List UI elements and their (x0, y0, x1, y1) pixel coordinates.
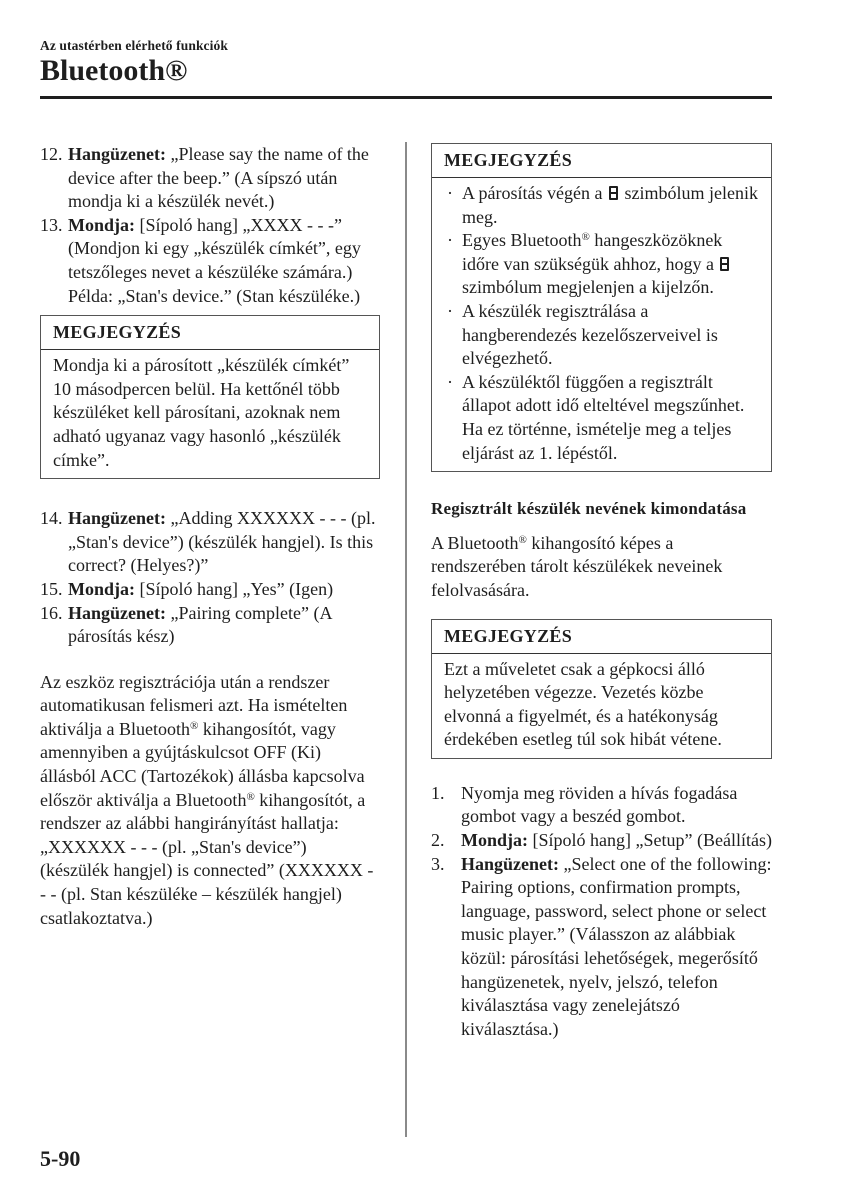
note-heading: MEGJEGYZÉS (41, 316, 379, 350)
step-1 (431, 782, 772, 829)
note-body (432, 178, 771, 471)
step-label: Hangüzenet: (68, 602, 166, 623)
step-text: „Pairing complete” (A párosítás kész) (68, 602, 332, 647)
step-16 (40, 602, 380, 649)
note-box-pairing-symbol (431, 143, 772, 472)
right-column (431, 143, 772, 1041)
note-body: Ezt a műveletet csak a gépkocsi álló helyzetében végezze. Vezetés közbe elvonná a figyelmét, és a hatékonyság érdekében esetleg túl sok hibát vétene. (444, 658, 722, 750)
step-2 (431, 829, 772, 853)
registered-mark: ® (246, 790, 255, 803)
bullet-icon: · (447, 371, 453, 392)
note-box-stationary-warning (431, 619, 772, 759)
note-box-pairing-label (40, 315, 380, 479)
step-number: 1. (431, 782, 445, 803)
title-rule (40, 96, 772, 99)
registered-mark: ® (189, 719, 199, 732)
page-number: 5-90 (40, 1146, 81, 1171)
registered-mark: ® (518, 533, 527, 546)
paragraph-text: kihangosító képes a rendszerében tárolt készülékek neveinek felolvasására. (431, 532, 723, 600)
left-column (40, 143, 380, 930)
step-12 (40, 143, 380, 214)
step-label: Mondja: (68, 578, 135, 599)
section-subheading: Regisztrált készülék nevének kimondatása (431, 499, 747, 519)
steps-list-a (40, 143, 380, 308)
step-number: 15. (40, 578, 63, 599)
column-divider (405, 142, 407, 1137)
paragraph-text: kihangosítót, vagy amennyiben a gyújtáskulcsot OFF (Ki) állásból ACC (Tartozékok) állásba kapcsolva először aktiválja a Bluetooth (40, 718, 365, 810)
step-15 (40, 578, 380, 602)
step-14 (40, 507, 380, 578)
registered-mark: ® (581, 231, 590, 244)
step-label: Hangüzenet: (68, 144, 166, 164)
paragraph-text: Az eszköz regisztrációja után a rendszer automatikusan felismeri azt. Ha ismételten aktiválja a Bluetooth (40, 671, 348, 739)
step-number: 14. (40, 508, 63, 529)
paragraph-text: kihangosítót, a rendszer az alábbi hangirányítást hallatja: „XXXXXX - - - (pl. „Stan's device”) (készülék hangjel) is connected” (XXXXXX - - - (pl. Stan készüléke – készülék hangjel) csatlakoztatva.) (40, 789, 374, 928)
step-text: [Sípoló hang] „Yes” (Igen) (135, 578, 334, 599)
step-text: „Select one of the following: Pairing options, confirmation prompts, language, password, select phone or select music player.” (Válasszon az alábbiak közül: párosítási lehetőségek, megerősítő hangüzenetek, nyelv, jelszó, telefon kiválasztása vagy zenelejátszó kiválasztása.) (461, 853, 772, 1039)
step-label: Mondja: (461, 830, 528, 851)
bullet-icon: · (447, 183, 453, 203)
note-heading: MEGJEGYZÉS (432, 144, 771, 178)
note-text: A párosítás végén a (462, 183, 607, 203)
step-label: Mondja: (68, 214, 135, 235)
step-text: [Sípoló hang] „XXXX - - -” (Mondjon ki egy „készülék címkét”, egy tetszőleges nevet a készüléke számára.) (68, 214, 361, 282)
intro-paragraph (431, 532, 772, 603)
step-example: Példa: „Stan's device.” (Stan készüléke.) (68, 285, 361, 306)
step-13 (40, 214, 380, 308)
step-number: 13. (40, 214, 63, 235)
note-text: A készüléktől függően a regisztrált állapot adott idő elteltével megszűnhet. Ha ez történne, ismételje meg a teljes eljárást az 1. lépéstől. (462, 371, 745, 463)
note-text: hangeszközöknek időre van szükségük ahhoz, hogy a (462, 230, 723, 274)
step-text: Nyomja meg röviden a hívás fogadása gombot vagy a beszéd gombot. (461, 782, 738, 827)
page-title: Bluetooth® (40, 54, 188, 87)
steps-list-b (40, 507, 380, 649)
note-list (444, 182, 759, 465)
note-item (444, 300, 759, 371)
step-label: Hangüzenet: (461, 853, 559, 874)
auto-recognition-paragraph (40, 671, 380, 931)
steps-list-readout (431, 782, 772, 1042)
step-number: 16. (40, 602, 63, 623)
bullet-icon: · (447, 230, 453, 251)
note-body: Mondja ki a párosított „készülék címkét” 10 másodpercen belül. Ha kettőnél több készüléket kell párosítani, azoknak nem adható ugyanaz vagy hasonló „készülék címke”. (53, 355, 350, 470)
step-label: Hangüzenet: (68, 508, 166, 529)
step-text: [Sípoló hang] „Setup” (Beállítás) (528, 830, 772, 851)
phone-connected-symbol-icon (609, 186, 618, 200)
bullet-icon: · (447, 300, 453, 321)
step-text: „Adding XXXXXX - - - (pl. „Stan's device”) (készülék hangjel). Is this correct? (Helyes?)” (68, 508, 376, 576)
step-3 (431, 853, 772, 1042)
note-text: Egyes Bluetooth (462, 230, 582, 251)
note-text: szimbólum megjelenjen a kijelzőn. (462, 277, 714, 298)
note-text: A készülék regisztrálása a hangberendezés kezelőszerveivel is elvégezhető. (462, 300, 718, 369)
step-number: 3. (431, 853, 445, 874)
note-heading: MEGJEGYZÉS (432, 620, 771, 654)
step-number: 12. (40, 144, 63, 164)
section-label: Az utastérben elérhető funkciók (40, 38, 228, 53)
paragraph-text: A Bluetooth (431, 532, 519, 553)
step-number: 2. (431, 830, 445, 851)
note-item (444, 182, 759, 229)
note-item (444, 371, 759, 465)
phone-connected-symbol-icon (720, 257, 729, 271)
step-text: „Please say the name of the device after the beep.” (A sípszó után mondja ki a készülék nevét.) (68, 144, 369, 212)
note-item (444, 229, 759, 300)
note-text: szimbólum jelenik meg. (462, 183, 758, 227)
